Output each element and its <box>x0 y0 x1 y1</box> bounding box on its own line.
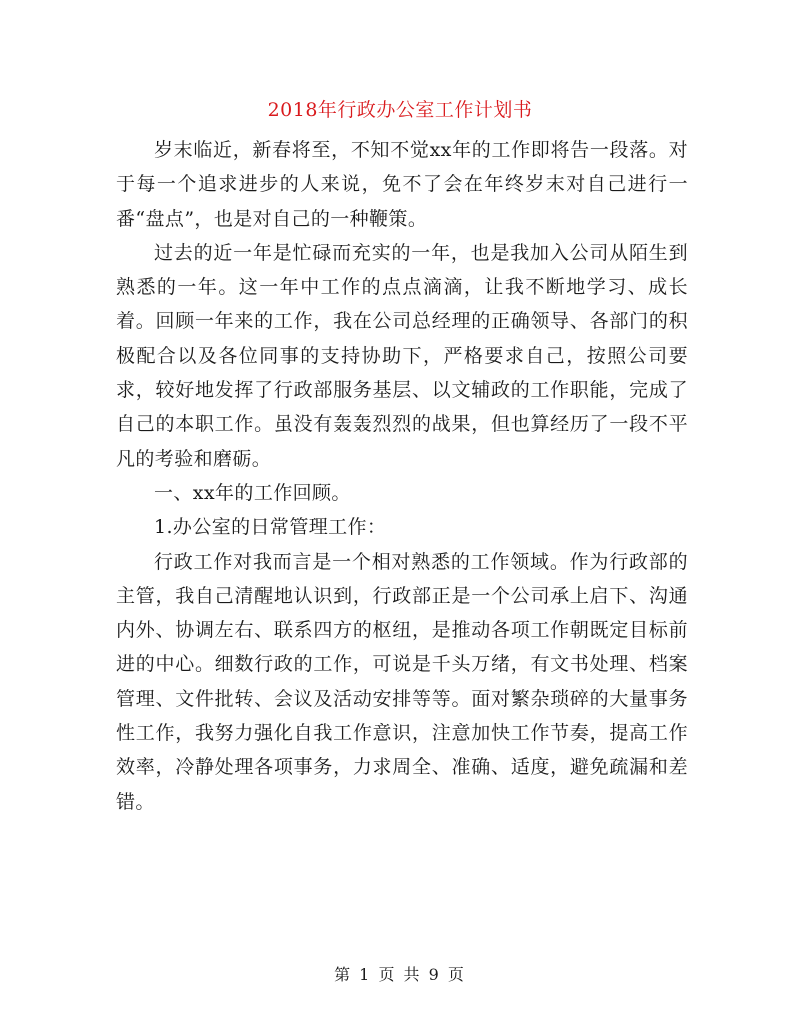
document-body <box>116 133 688 819</box>
paragraph-admin-work: 行政工作对我而言是一个相对熟悉的工作领域。作为行政部的主管，我自己清醒地认识到，行政部正是一个公司承上启下、沟通内外、协调左右、联系四方的枢纽，是推动各项工作朝既定目标前进的中心。细数行政的工作，可说是千头万绪，有文书处理、档案管理、文件批转、会议及活动安排等等。面对繁杂琐碎的大量事务性工作，我努力强化自我工作意识，注意加快工作节奏，提高工作效率，冷静处理各项事务，力求周全、准确、适度，避免疏漏和差错。 <box>116 550 688 813</box>
section-heading: 一、xx年的工作回顾。 <box>154 481 351 504</box>
paragraph-review: 过去的近一年是忙碌而充实的一年，也是我加入公司从陌生到熟悉的一年。这一年中工作的点点滴滴，让我不断地学习、成长着。回顾一年来的工作，我在公司总经理的正确领导、各部门的积极配合以及各位同事的支持协助下，严格要求自己，按照公司要求，较好地发挥了行政部服务基层、以文辅政的工作职能，完成了自己的本职工作。虽没有轰轰烈烈的战果，但也算经历了一段不平凡的考验和磨砺。 <box>116 241 688 470</box>
page-number-footer: 第 1 页 共 9 页 <box>334 965 466 984</box>
document-title: 2018年行政办公室工作计划书 <box>267 99 533 121</box>
subsection-heading: 1.办公室的日常管理工作： <box>154 516 387 539</box>
paragraph-intro: 岁末临近，新春将至，不知不觉xx年的工作即将告一段落。对于每一个追求进步的人来说，免不了会在年终岁末对自己进行一番“盘点”，也是对自己的一种鞭策。 <box>116 139 688 230</box>
